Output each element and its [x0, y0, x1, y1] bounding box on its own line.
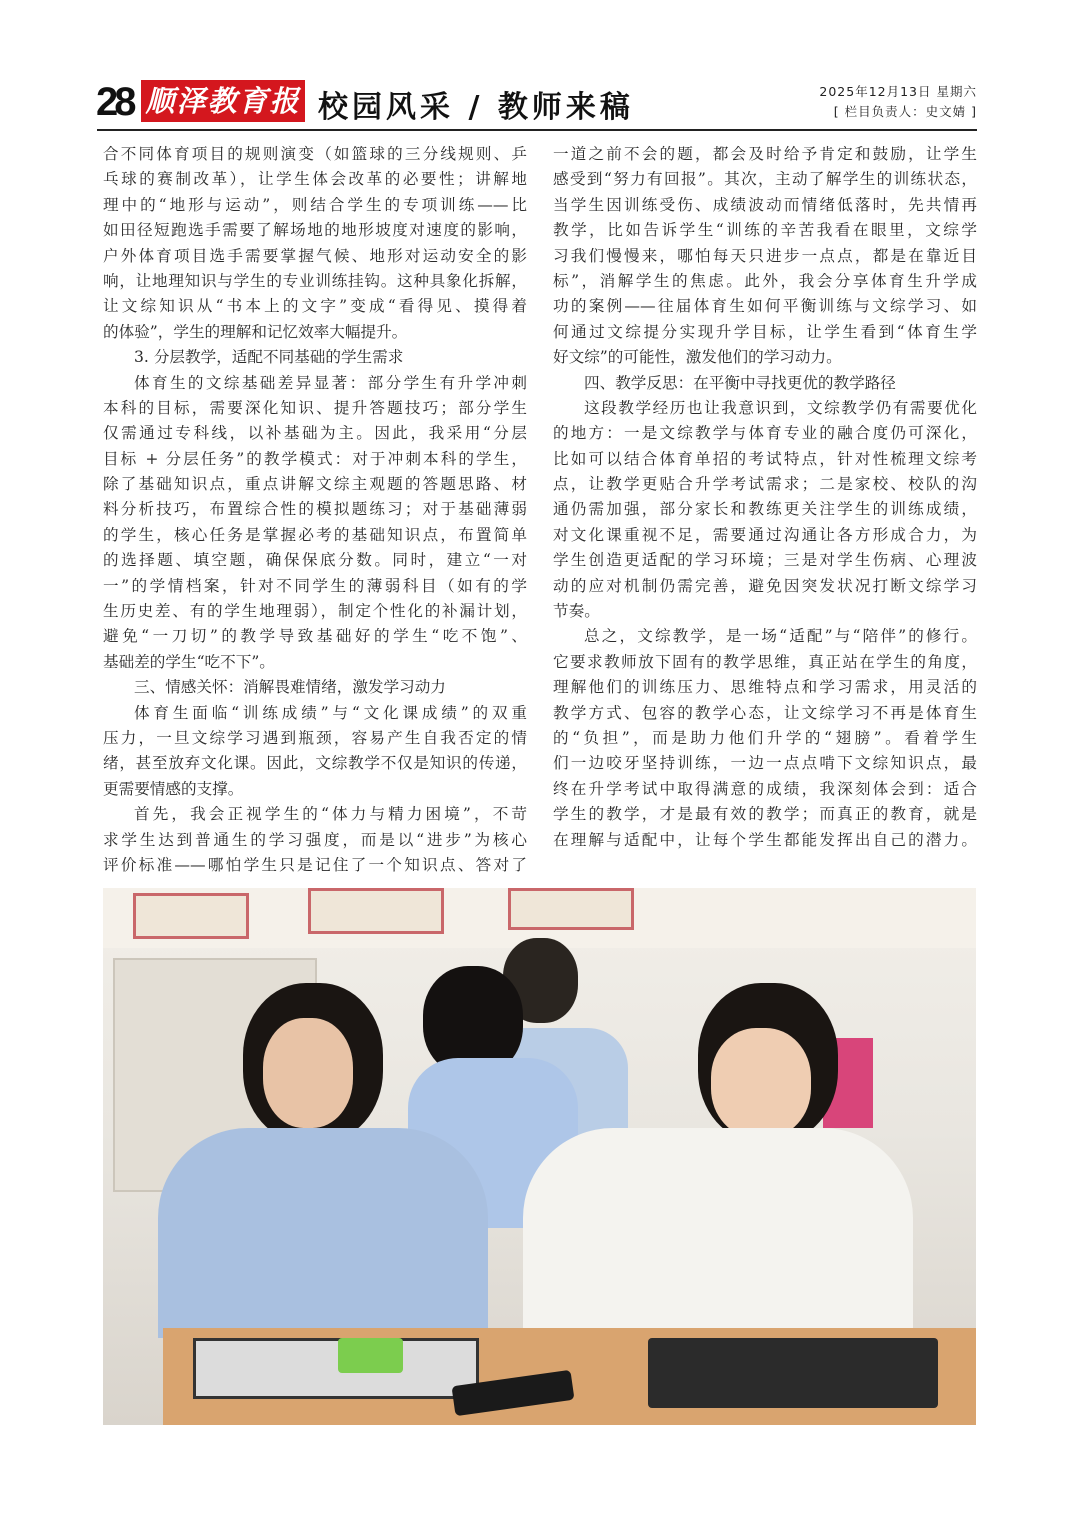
text-line: 评价标准——哪怕学生只是记住了一个知识点、答对了	[103, 855, 527, 874]
text-line: 的地方：一是文综教学与体育专业的融合度仍可深化，	[553, 424, 977, 443]
text-line: 体育生的文综基础差异显著：部分学生有升学冲刺	[134, 373, 527, 392]
text-line: 首先，我会正视学生的“体力与精力困境”，不苛	[134, 805, 527, 824]
text-line: 这段教学经历也让我意识到，文综教学仍有需要优化	[584, 398, 977, 417]
text-line: 户外体育项目选手需要掌握气候、地形对运动安全的影	[103, 246, 527, 265]
text-line: 教学方式、包容的教学心态，让文综学习不再是体育生	[553, 703, 977, 722]
dateline	[819, 82, 977, 122]
text-line: 仅需通过专科线，以补基础为主。因此，我采用“分层	[103, 424, 527, 443]
text-line: 学生创造更适配的学习环境；三是对学生伤病、心理波	[553, 551, 977, 570]
text-line: 比如可以结合体育单招的考试特点，针对性梳理文综考	[553, 449, 977, 468]
classroom-photo	[103, 888, 976, 1425]
text-line: 功的案例——往届体育生如何平衡训练与文综学习、如	[553, 297, 977, 316]
text-line: 3. 分层教学，适配不同基础的学生需求	[134, 348, 404, 367]
text-line: 合不同体育项目的规则演变（如篮球的三分线规则、乒	[103, 145, 527, 163]
text-line: 理中的“地形与运动”，则结合学生的专项训练——比	[103, 195, 527, 214]
text-line: 体育生面临“训练成绩”与“文化课成绩”的双重	[134, 703, 527, 722]
text-line: 它要求教师放下固有的教学思维，真正站在学生的角度，	[553, 652, 977, 671]
text-line: 绪，甚至放弃文化课。因此，文综教学不仅是知识的传递，	[103, 754, 527, 773]
text-line: 何通过文综提分实现升学目标，让学生看到“体育生学	[553, 322, 977, 341]
text-line: 总之，文综教学，是一场“适配”与“陪伴”的修行。	[584, 627, 977, 646]
text-line: 响，让地理知识与学生的专业训练挂钩。这种具象化拆解，	[103, 271, 527, 290]
text-line: 压力，一旦文综学习遇到瓶颈，容易产生自我否定的情	[103, 728, 527, 747]
text-line: 感受到“努力有回报”。其次，主动了解学生的训练状态，	[553, 170, 977, 189]
text-line: 本科的目标，需要深化知识、提升答题技巧；部分学生	[103, 398, 527, 417]
text-line: 三、情感关怀：消解畏难情绪，激发学习动力	[134, 678, 446, 697]
text-line: 料分析技巧，布置综合性的模拟题练习；对于基础薄弱	[103, 500, 527, 519]
text-line: 乓球的赛制改革），让学生体会改革的必要性；讲解地	[103, 170, 527, 189]
header-divider	[97, 129, 977, 131]
text-line: 理解他们的训练压力、思维特点和学习需求，用灵活的	[553, 678, 977, 697]
text-line: 让文综知识从“书本上的文字”变成“看得见、摸得着	[103, 297, 527, 316]
text-line: 的“负担”，而是助力他们升学的“翅膀”。看着学生	[553, 728, 977, 747]
newspaper-masthead: 顺泽教育报	[141, 80, 305, 122]
text-line: 基础差的学生“吃不下”。	[103, 652, 275, 671]
text-line: 的体验”，学生的理解和记忆效率大幅提升。	[103, 322, 408, 341]
text-line: 动的应对机制仍需完善，避免因突发状况打断文综学习	[553, 576, 977, 595]
text-line: 除了基础知识点，重点讲解文综主观题的答题思路、材	[103, 475, 527, 494]
text-line: 习我们慢慢来，哪怕每天只进步一点点，都是在靠近目	[553, 246, 977, 265]
text-line: 点，让教学更贴合升学考试需求；二是家校、校队的沟	[553, 475, 977, 494]
text-line: 如田径短跑选手需要了解场地的地形坡度对速度的影响，	[103, 221, 527, 240]
text-line: 终在升学考试中取得满意的成绩，我深刻体会到：适合	[553, 779, 977, 798]
article-column-right	[553, 142, 977, 853]
section-title: 校园风采 / 教师来稿	[318, 90, 634, 125]
text-line: 在理解与适配中，让每个学生都能发挥出自己的潜力。	[553, 830, 977, 849]
text-line: 生历史差、有的学生地理弱），制定个性化的补漏计划，	[103, 602, 527, 621]
page-number: 28	[96, 80, 133, 124]
text-line: 节奏。	[553, 602, 600, 621]
article-column-left	[103, 142, 527, 878]
text-line: 教学，比如告诉学生“训练的辛苦我看在眼里，文综学	[553, 221, 977, 240]
text-line: 当学生因训练受伤、成绩波动而情绪低落时，先共情再	[553, 195, 977, 214]
text-line: 一”的学情档案，针对不同学生的薄弱科目（如有的学	[103, 576, 527, 595]
text-line: 的学生，核心任务是掌握必考的基础知识点，布置简单	[103, 525, 527, 544]
text-line: 求学生达到普通生的学习强度，而是以“进步”为核心	[103, 830, 527, 849]
text-line: 一道之前不会的题，都会及时给予肯定和鼓励，让学生	[553, 145, 977, 163]
issue-date: 2025年12月13日 星期六	[819, 84, 977, 99]
text-line: 通仍需加强，部分家长和教练更关注学生的训练成绩，	[553, 500, 977, 519]
text-line: 的选择题、填空题，确保保底分数。同时，建立“一对	[103, 551, 527, 570]
column-editor: [ 栏目负责人：史文婧 ]	[833, 104, 977, 119]
text-line: 更需要情感的支撑。	[103, 779, 244, 798]
text-line: 目标 + 分层任务”的教学模式：对于冲刺本科的学生，	[103, 449, 527, 468]
text-line: 好文综”的可能性，激发他们的学习动力。	[553, 348, 842, 367]
text-line: 对文化课重视不足，需要通过沟通让各方形成合力，为	[553, 525, 977, 544]
text-line: 四、教学反思：在平衡中寻找更优的教学路径	[584, 373, 896, 392]
text-line: 学生的教学，才是最有效的教学；而真正的教育，就是	[553, 805, 977, 824]
text-line: 避免“一刀切”的教学导致基础好的学生“吃不饱”、	[103, 627, 527, 646]
text-line: 标”，消解学生的焦虑。此外，我会分享体育生升学成	[553, 271, 977, 290]
text-line: 们一边咬牙坚持训练，一边一点点啃下文综知识点，最	[553, 754, 977, 773]
